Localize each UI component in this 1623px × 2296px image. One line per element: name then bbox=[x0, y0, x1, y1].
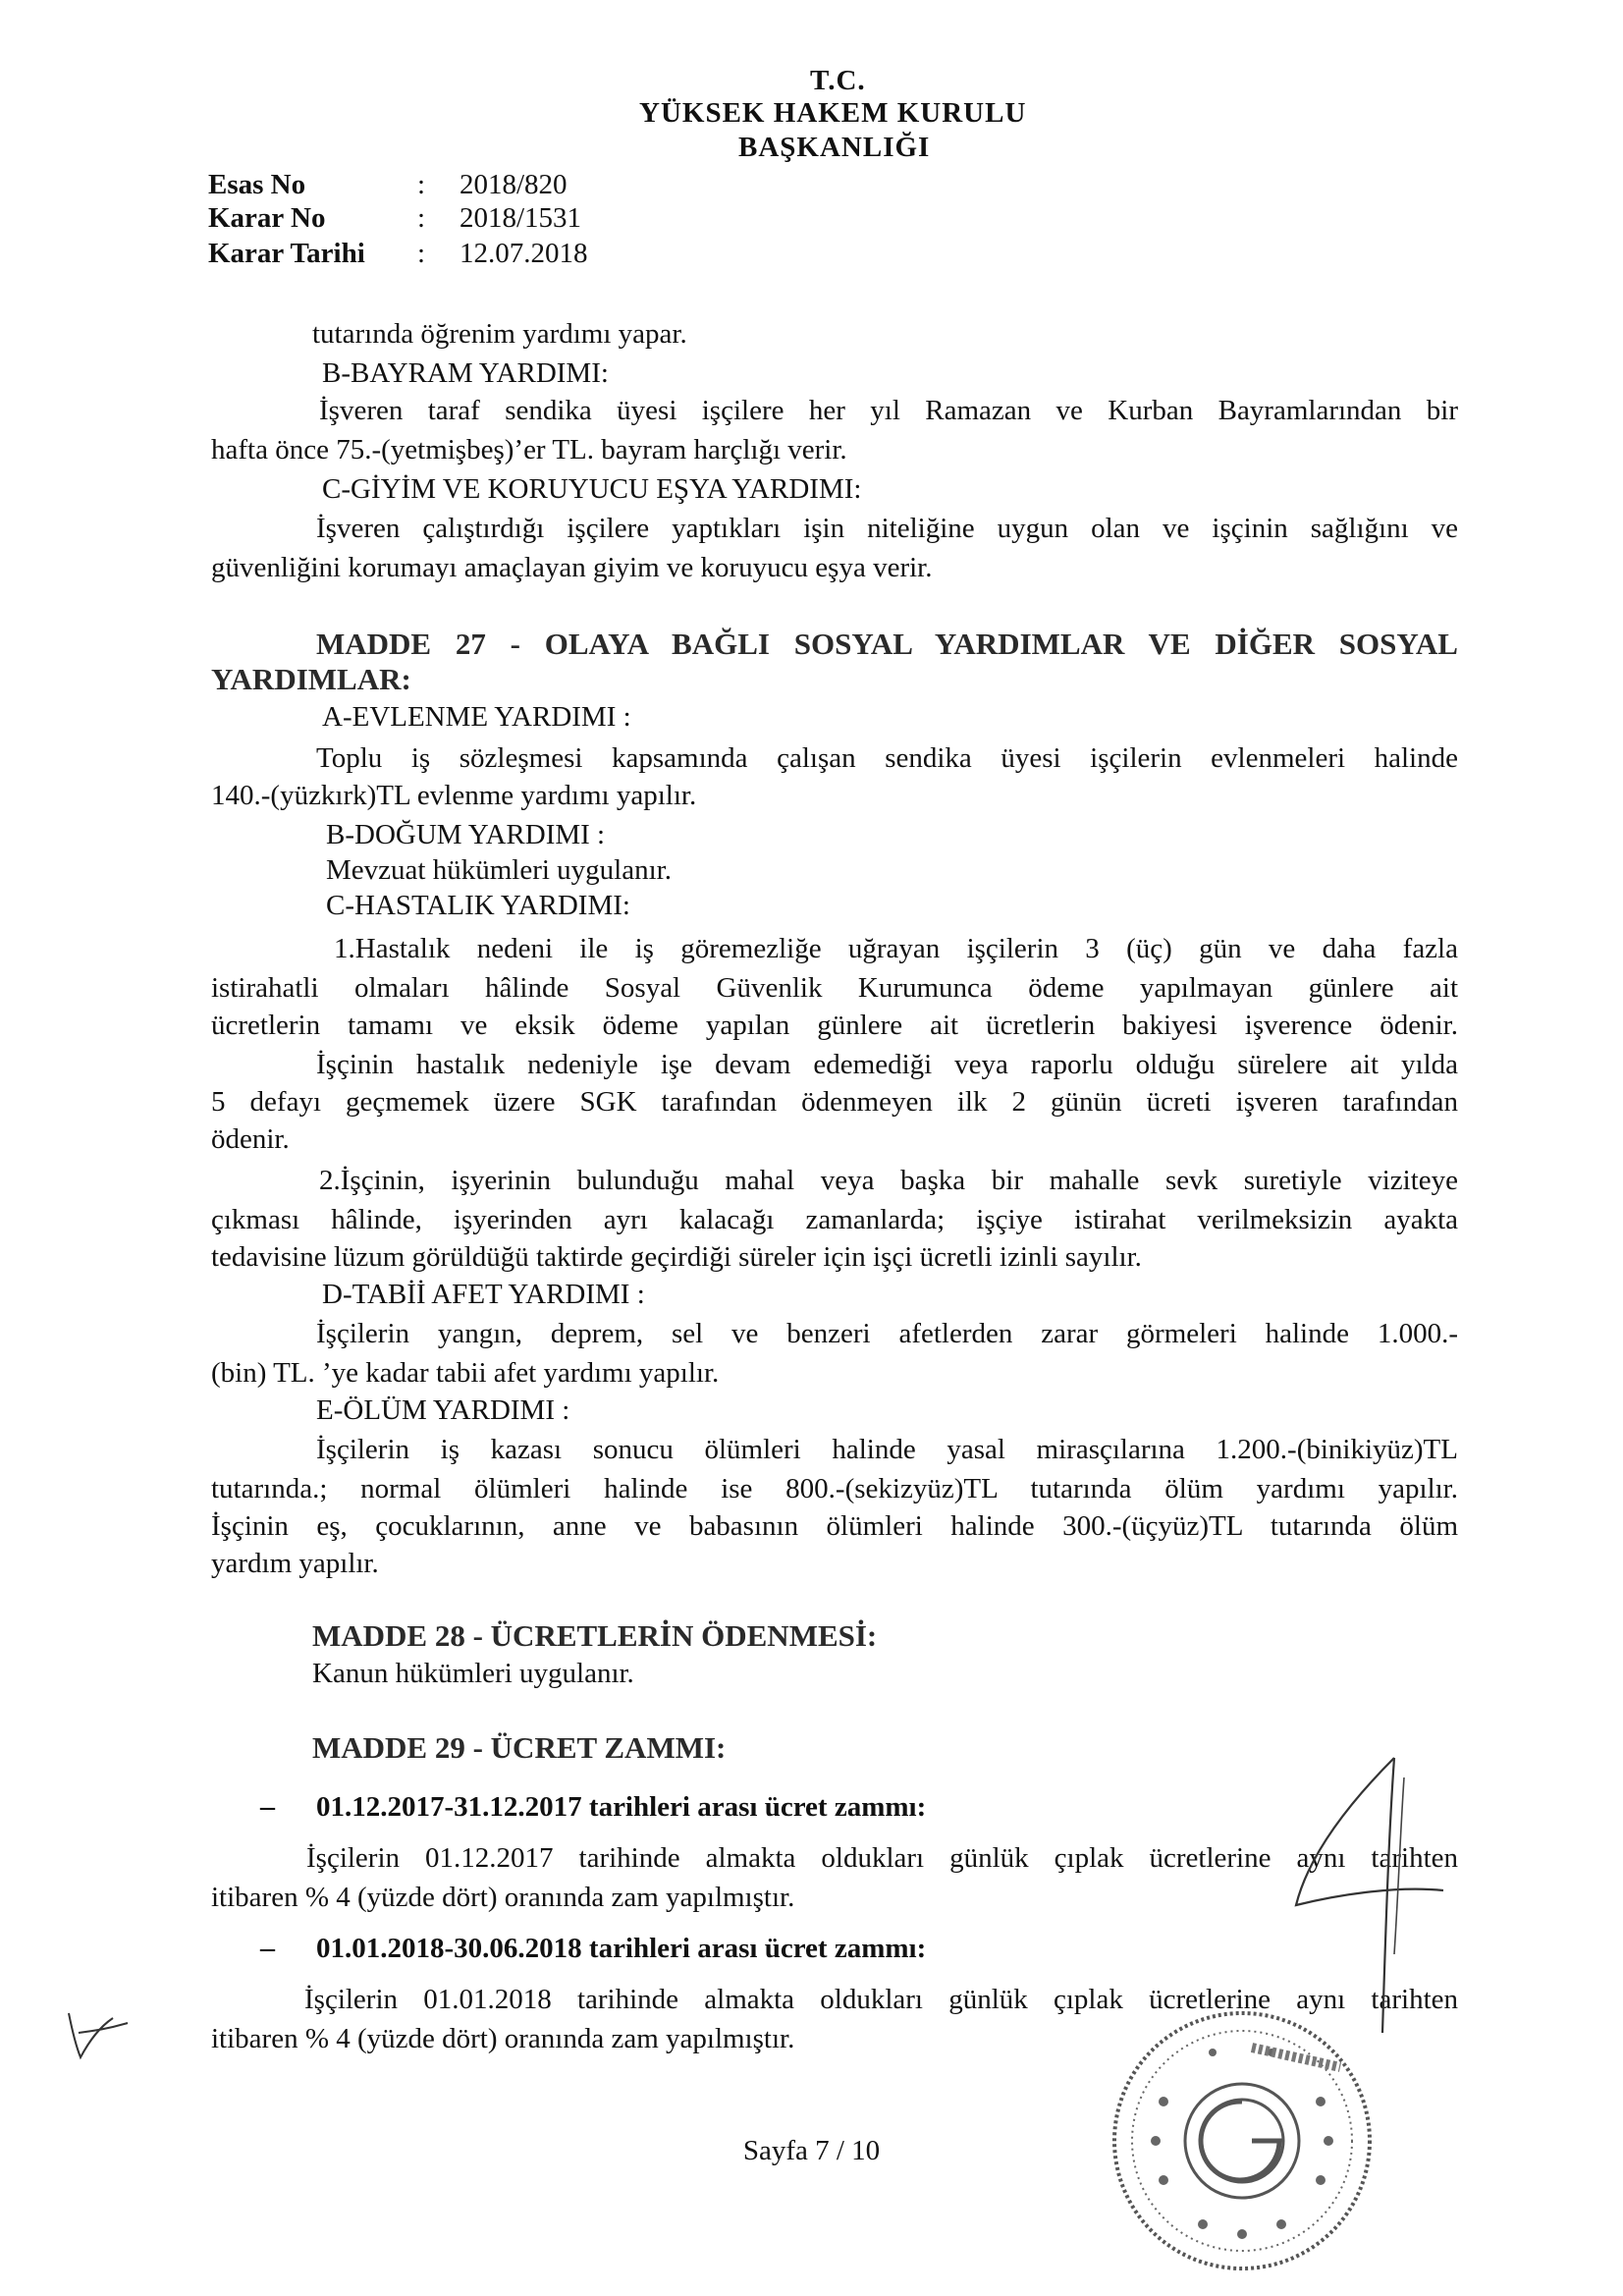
section-heading-afet: D-TABİİ AFET YARDIMI : bbox=[322, 1279, 645, 1310]
body-line: İşçilerin 01.12.2017 tarihinde almakta oldukları günlük çıplak ücretlerine aynı tarihten bbox=[306, 1842, 1458, 1874]
header-tc: T.C. bbox=[810, 65, 866, 96]
body-line: İşveren taraf sendika üyesi işçilere her yıl Ramazan ve Kurban Bayramlarından bir bbox=[319, 395, 1458, 426]
article-heading-28: MADDE 28 - ÜCRETLERİN ÖDENMESİ: bbox=[312, 1618, 878, 1653]
subheading-raise-2017: 01.12.2017-31.12.2017 tarihleri arası ücret zammı: bbox=[316, 1791, 927, 1823]
body-line: Toplu iş sözleşmesi kapsamında çalışan sendika üyesi işçilerin evlenmeleri halinde bbox=[316, 742, 1458, 774]
body-line: 1.Hastalık nedeni ile iş göremezliğe uğrayan işçilerin 3 (üç) gün ve daha fazla bbox=[334, 933, 1458, 964]
body-line: tedavisine lüzum görüldüğü taktirde geçirdiği süreler için işçi ücretli izinli sayılır. bbox=[211, 1241, 1142, 1273]
body-line: tutarında.; normal ölümleri halinde ise 800.-(sekizyüz)TL tutarında ölüm yardımı yapılır. bbox=[211, 1473, 1458, 1504]
header-presidency: BAŞKANLIĞI bbox=[738, 132, 931, 163]
subheading-raise-2018: 01.01.2018-30.06.2018 tarihleri arası ücret zammı: bbox=[316, 1933, 927, 1964]
meta-colon: : bbox=[417, 169, 426, 200]
meta-value-esas: 2018/820 bbox=[460, 169, 568, 200]
meta-label-esas: Esas No bbox=[208, 169, 306, 200]
section-heading-giyim: C-GİYİM VE KORUYUCU EŞYA YARDIMI: bbox=[322, 473, 862, 505]
body-line: 140.-(yüzkırk)TL evlenme yardımı yapılır. bbox=[211, 780, 697, 811]
body-line: hafta önce 75.-(yetmişbeş)’er TL. bayram harçlığı verir. bbox=[211, 434, 847, 465]
body-line: ödenir. bbox=[211, 1123, 290, 1155]
article-heading-27: MADDE 27 - OLAYA BAĞLI SOSYAL YARDIMLAR VE DİĞER SOSYAL bbox=[316, 627, 1458, 661]
section-heading-olum: E-ÖLÜM YARDIMI : bbox=[316, 1394, 570, 1426]
body-line: itibaren % 4 (yüzde dört) oranında zam yapılmıştır. bbox=[211, 2023, 795, 2054]
body-line: istirahatli olmaları hâlinde Sosyal Güvenlik Kurumunca ödeme yapılmayan günlere ait bbox=[211, 972, 1458, 1004]
meta-label-karar-tarihi: Karar Tarihi bbox=[208, 238, 365, 269]
meta-label-karar: Karar No bbox=[208, 202, 326, 234]
body-line: (bin) TL. ’ye kadar tabii afet yardımı yapılır. bbox=[211, 1357, 720, 1389]
meta-value-karar: 2018/1531 bbox=[460, 202, 582, 234]
body-line: çıkması hâlinde, işyerinden ayrı kalacağı zamanlarda; işçiye istirahat verilmeksizin ayakta bbox=[211, 1204, 1458, 1235]
body-line: yardım yapılır. bbox=[211, 1548, 379, 1579]
article-heading-27-cont: YARDIMLAR: bbox=[211, 662, 411, 696]
list-dash: – bbox=[260, 1932, 275, 1964]
section-heading-bayram: B-BAYRAM YARDIMI: bbox=[322, 357, 609, 389]
body-line: İşçilerin yangın, deprem, sel ve benzeri afetlerden zarar görmeleri halinde 1.000.- bbox=[316, 1318, 1458, 1349]
section-heading-hastalik: C-HASTALIK YARDIMI: bbox=[326, 890, 630, 921]
body-line: İşveren çalıştırdığı işçilere yaptıkları işin niteliğine uygun olan ve işçinin sağlığını ve bbox=[316, 513, 1458, 544]
body-line: İşçilerin iş kazası sonucu ölümleri halinde yasal mirasçılarına 1.200.-(binikiyüz)TL bbox=[316, 1434, 1458, 1465]
article-heading-29: MADDE 29 - ÜCRET ZAMMI: bbox=[312, 1730, 727, 1765]
section-heading-dogum: B-DOĞUM YARDIMI : bbox=[326, 819, 606, 850]
page-number: Sayfa 7 / 10 bbox=[742, 2135, 881, 2166]
body-line: İşçinin eş, çocuklarının, anne ve babasının ölümleri halinde 300.-(üçyüz)TL tutarında ölüm bbox=[211, 1510, 1458, 1542]
body-line: tutarında öğrenim yardımı yapar. bbox=[312, 318, 687, 350]
handwritten-initials-icon bbox=[59, 1994, 137, 2072]
list-dash: – bbox=[260, 1790, 275, 1823]
body-line: 2.İşçinin, işyerinin bulunduğu mahal veya başka bir mahalle sevk suretiyle viziteye bbox=[319, 1165, 1458, 1196]
section-heading-evlenme: A-EVLENME YARDIMI : bbox=[322, 701, 631, 733]
body-line: Mevzuat hükümleri uygulanır. bbox=[326, 854, 672, 886]
body-line: 5 defayı geçmemek üzere SGK tarafından ödenmeyen ilk 2 günün ücreti işveren tarafından bbox=[211, 1086, 1458, 1118]
official-seal-stamp-icon bbox=[1095, 1994, 1389, 2288]
body-line: İşçilerin 01.01.2018 tarihinde almakta oldukları günlük çıplak ücretlerine aynı tarihten bbox=[304, 1984, 1458, 2015]
header-court-name: YÜKSEK HAKEM KURULU bbox=[639, 97, 1027, 129]
body-line: Kanun hükümleri uygulanır. bbox=[312, 1658, 634, 1689]
meta-colon: : bbox=[417, 238, 426, 269]
body-line: ücretlerin tamamı ve eksik ödeme yapılan günlere ait ücretlerin bakiyesi işverence ödenir. bbox=[211, 1010, 1458, 1041]
body-line: İşçinin hastalık nedeniyle işe devam edemediği veya raporlu olduğu sürelere ait yılda bbox=[316, 1049, 1458, 1080]
meta-value-karar-tarihi: 12.07.2018 bbox=[460, 238, 588, 269]
meta-colon: : bbox=[417, 202, 426, 234]
body-line: itibaren % 4 (yüzde dört) oranında zam yapılmıştır. bbox=[211, 1882, 795, 1913]
body-line: güvenliğini korumayı amaçlayan giyim ve koruyucu eşya verir. bbox=[211, 552, 933, 583]
